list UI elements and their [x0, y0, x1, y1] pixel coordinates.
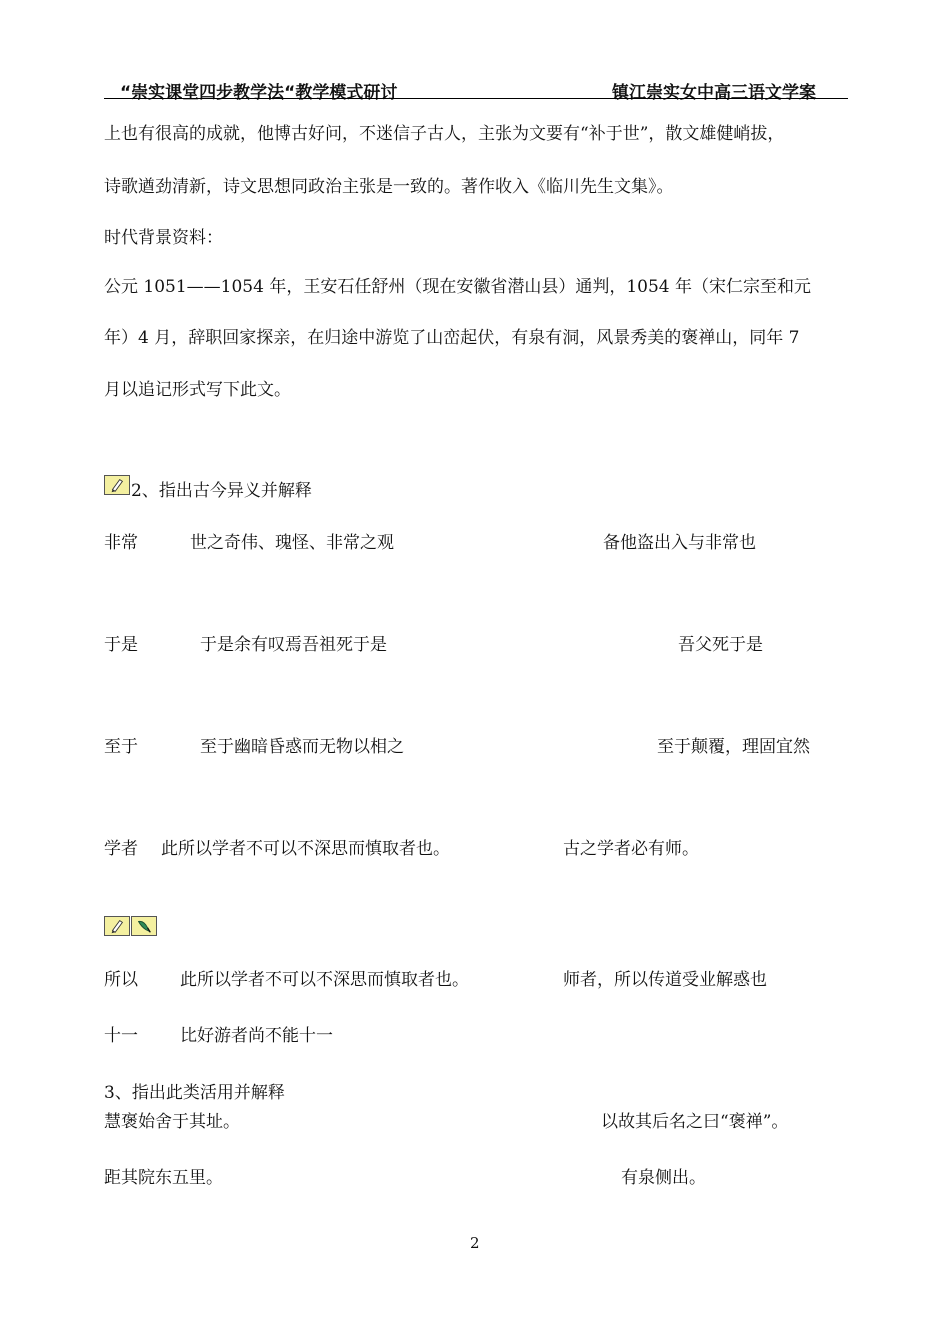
example-1: 此所以学者不可以不深思而慎取者也。 — [161, 839, 450, 859]
example-1: 距其院东五里。 — [104, 1168, 223, 1188]
example-1: 此所以学者不可以不深思而慎取者也。 — [180, 970, 469, 990]
example-1: 慧褒始舍于其址。 — [104, 1112, 240, 1132]
example-1: 比好游者尚不能十一 — [180, 1026, 333, 1046]
term-label: 至于 — [104, 737, 138, 757]
example-2: 至于颠覆，理固宜然 — [657, 737, 810, 757]
term-label: 于是 — [104, 635, 138, 655]
term-label: 十一 — [104, 1026, 138, 1046]
pencil-icon — [104, 475, 130, 495]
example-2: 吾父死于是 — [678, 635, 763, 655]
example-2: 师者，所以传道受业解惑也 — [563, 970, 767, 990]
header-left: “崇实课堂四步教学法“教学模式研讨 — [120, 83, 398, 103]
header-right: 镇江崇实女中高三语文学案 — [612, 83, 816, 103]
background-line-1: 公元 1051——1054 年，王安石任舒州（现在安徽省潜山县）通判，1054 年（宋仁宗至和元 — [104, 277, 812, 297]
example-2: 有泉侧出。 — [621, 1168, 706, 1188]
example-2: 古之学者必有师。 — [563, 839, 699, 859]
example-1: 于是余有叹焉吾祖死于是 — [200, 635, 387, 655]
example-1: 世之奇伟、瑰怪、非常之观 — [190, 533, 394, 553]
pen-icon — [131, 916, 157, 936]
header-rule — [104, 98, 848, 99]
example-1: 至于幽暗昏惑而无物以相之 — [200, 737, 404, 757]
background-line-2: 年）4 月，辞职回家探亲，在归途中游览了山峦起伏，有泉有洞，风景秀美的褒禅山，同年 7 — [104, 328, 800, 348]
term-label: 非常 — [104, 533, 138, 553]
intro-line-1: 上也有很高的成就，他博古好问，不迷信子古人，主张为文要有“补于世”，散文雄健峭拔， — [104, 124, 785, 144]
example-2: 备他盗出入与非常也 — [603, 533, 756, 553]
background-heading: 时代背景资料： — [104, 228, 223, 248]
section3-title: 3、指出此类活用并解释 — [104, 1083, 285, 1103]
section2-title: 2、指出古今异义并解释 — [131, 481, 312, 501]
pencil-icon — [104, 916, 130, 936]
example-2: 以故其后名之曰“褒禅”。 — [601, 1112, 789, 1132]
page-number: 2 — [470, 1234, 480, 1252]
term-label: 学者 — [104, 839, 138, 859]
background-line-3: 月以追记形式写下此文。 — [104, 380, 291, 400]
term-label: 所以 — [104, 970, 138, 990]
intro-line-2: 诗歌遒劲清新，诗文思想同政治主张是一致的。著作收入《临川先生文集》。 — [104, 177, 674, 197]
